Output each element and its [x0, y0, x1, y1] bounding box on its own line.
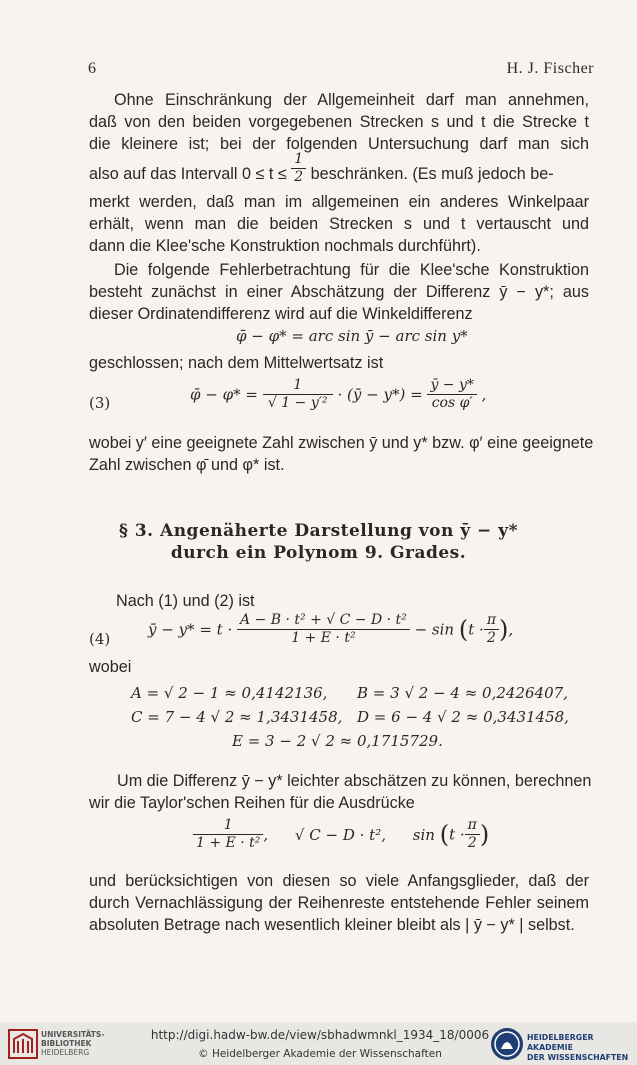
- eq3-mid: · (ȳ − y*) =: [337, 385, 423, 404]
- p3-line-1: wobei y′ eine geeignete Zahl zwischen ȳ und y* bzw. φ′ eine geeignete: [89, 434, 594, 452]
- p1-line-1: Ohne Einschränkung der Allgemeinheit darf man annehmen,: [114, 91, 589, 109]
- expr-3-sin: sin: [412, 825, 435, 844]
- expr-1-end: ,: [263, 825, 269, 844]
- p1-line-3: die kleinere ist; bei der folgenden Untersuchung darf man sich: [89, 135, 589, 153]
- eq4-den: 1 + E · t²: [291, 630, 356, 646]
- p1-line-6: erhält, wenn man die beiden Strecken s und t vertauscht und: [89, 215, 589, 233]
- eq3-label: (3): [89, 394, 111, 412]
- p1-line-5: merkt werden, daß man im allgemeinen ein anderes Winkelpaar: [89, 193, 589, 211]
- const-B: B = 3 √ 2 − 4 ≈ 0,2426407,: [357, 684, 568, 702]
- section-title-line-2: durch ein Polynom 9. Grades.: [170, 543, 467, 563]
- half-denominator: 2: [294, 169, 304, 186]
- eq3-fraction-2: [427, 377, 476, 412]
- expr-1-num: 1: [193, 817, 263, 835]
- const-C: C = 7 − 4 √ 2 ≈ 1,3431458,: [131, 708, 343, 726]
- eq4-end: ,: [508, 620, 514, 639]
- running-head: H. J. Fischer: [506, 60, 594, 77]
- wobei-label: wobei: [89, 658, 132, 676]
- page-number: 6: [88, 60, 97, 77]
- half-fraction: [291, 151, 306, 186]
- p6-line-2: durch Vernachlässigung der Reihenreste entstehende Fehler seinem: [89, 894, 589, 912]
- p6-line-3: absoluten Betrage nach wesentlich kleiner bleibt als | ȳ − y* | selbst.: [89, 916, 575, 934]
- eq4-pi: π: [484, 612, 499, 630]
- p1-line-7: dann die Klee'sche Konstruktion nochmals durchführt).: [89, 237, 481, 255]
- eq3-lhs: φ̄ − φ* =: [190, 385, 258, 404]
- eq3-f2-den: cos φ′: [431, 395, 473, 411]
- p1-line-2: daß von den beiden vorgegebenen Strecken s und t die Strecke t: [89, 113, 589, 131]
- eq4-pi-half: [484, 612, 499, 647]
- eq4-lhs: ȳ − y* = t ·: [148, 620, 233, 639]
- footer-bar: [0, 1022, 637, 1065]
- p2-line-4: geschlossen; nach dem Mittelwertsatz ist: [89, 354, 384, 372]
- academy-emblem-icon: [490, 1027, 524, 1061]
- expr-1-fraction: [193, 817, 263, 852]
- expr-3-pi-half: [465, 817, 480, 852]
- p6-line-1: und berücksichtigen von diesen so viele Anfangsglieder, daß der: [89, 872, 589, 890]
- p2-line-3: dieser Ordinatendifferenz wird auf die Winkeldifferenz: [89, 305, 473, 323]
- p5-line-2: wir die Taylor'schen Reihen für die Ausdrücke: [89, 794, 415, 812]
- taylor-expressions: [193, 817, 489, 852]
- p3-line-2: Zahl zwischen φ̄ und φ* ist.: [89, 456, 285, 474]
- eq3-fraction-1: [263, 377, 333, 412]
- academy-name-line-2: DER WISSENSCHAFTEN: [527, 1053, 629, 1062]
- library-emblem-icon: [8, 1029, 38, 1059]
- eq4-fraction: [237, 612, 410, 647]
- half-numerator: 1: [291, 151, 306, 169]
- const-E: E = 3 − 2 √ 2 ≈ 0,1715729.: [232, 732, 443, 750]
- eq4-num: A − B · t² + √ C − D · t²: [237, 612, 410, 630]
- footer-copyright: © Heidelberger Akademie der Wissenschaften: [198, 1048, 442, 1060]
- eq4-sin-arg: t ·: [468, 620, 484, 639]
- equation-4: [148, 612, 513, 647]
- section-title-line-1: § 3. Angenäherte Darstellung von ȳ − y*: [119, 521, 518, 541]
- eq3-f2-num: ȳ − y*: [427, 377, 476, 395]
- eq4-label: (4): [89, 630, 111, 648]
- library-name-line-1: UNIVERSITÄTS-: [41, 1030, 105, 1039]
- const-A: A = √ 2 − 1 ≈ 0,4142136,: [131, 684, 328, 702]
- eq4-paren-close: ): [499, 615, 509, 644]
- expr-3-arg: t ·: [449, 825, 465, 844]
- p1-line-4: [89, 151, 599, 186]
- p1-line-4-a: also auf das Intervall 0 ≤ t ≤: [89, 165, 287, 183]
- library-name-line-3: HEIDELBERG: [41, 1048, 90, 1057]
- eq4-paren-open: (: [458, 615, 469, 644]
- const-D: D = 6 − 4 √ 2 ≈ 0,3431458,: [357, 708, 569, 726]
- eq4-two: 2: [486, 630, 496, 646]
- university-library-logo[interactable]: [6, 1027, 136, 1061]
- p4-line-1: Nach (1) und (2) ist: [116, 592, 255, 610]
- academy-name-line-1: HEIDELBERGER AKADEMIE: [527, 1033, 594, 1052]
- eq4-rhs: − sin: [414, 620, 455, 639]
- eq3-end: ,: [481, 385, 487, 404]
- expr-2: √ C − D · t²,: [294, 825, 386, 844]
- footer-url-link[interactable]: http://digi.hadw-bw.de/view/sbhadwmnkl_1934_18/0006: [150, 1028, 490, 1042]
- p2-line-2: besteht zunächst in einer Abschätzung der Differenz ȳ − y*; aus: [89, 283, 589, 301]
- eq3-f1-num: 1: [263, 377, 333, 395]
- p1-line-4-b: beschränken. (Es muß jedoch be-: [310, 165, 554, 183]
- expr-1-den: 1 + E · t²: [196, 835, 261, 851]
- p5-line-1: Um die Differenz ȳ − y* leichter abschätzen zu können, berechnen: [117, 772, 592, 790]
- equation-3: [190, 377, 486, 412]
- academy-name: [527, 1033, 635, 1063]
- eq3-f1-den: √ 1 − y′²: [267, 395, 328, 411]
- expr-3-paren-close: ): [479, 820, 490, 849]
- expr-3-pi: π: [465, 817, 480, 835]
- library-name-line-2: BIBLIOTHEK: [41, 1039, 92, 1048]
- p2-line-1: Die folgende Fehlerbetrachtung für die Klee'sche Konstruktion: [114, 261, 589, 279]
- expr-3-paren-open: (: [439, 820, 450, 849]
- expr-3-two: 2: [467, 835, 477, 851]
- equation-arcsin: φ̄ − φ* = arc sin ȳ − arc sin y*: [236, 327, 468, 345]
- academy-logo[interactable]: [490, 1026, 635, 1062]
- library-name: [41, 1030, 104, 1057]
